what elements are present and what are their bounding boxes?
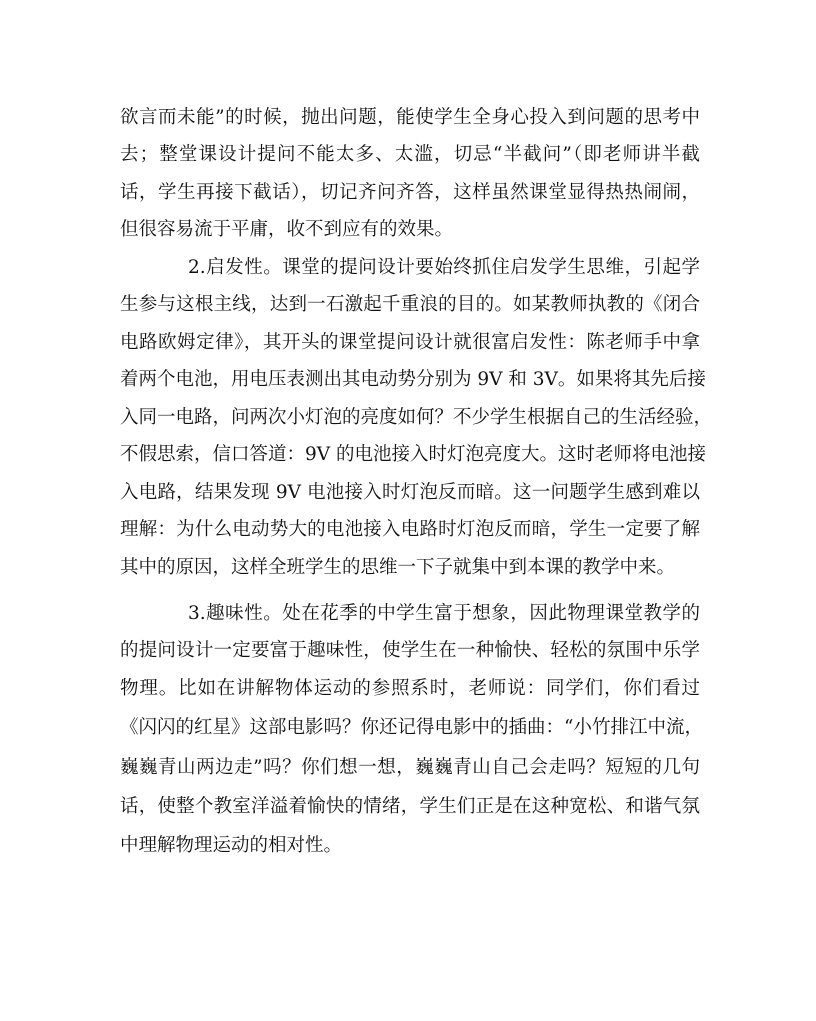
paragraph-3-line-4: 《闪闪的红星》这部电影吗？你还记得电影中的插曲：“小竹排江中流， — [120, 717, 703, 738]
paragraph-3-line-3: 物理。比如在讲解物体运动的参照系时，老师说：同学们，你们看过 — [120, 678, 700, 699]
paragraph-1-line-4: 但很容易流于平庸，收不到应有的效果。 — [120, 219, 454, 240]
paragraph-2-line-3: 电路欧姆定律》，其开头的课堂提问设计就很富启发性：陈老师手中拿 — [120, 332, 700, 353]
paragraph-3-line-5: 巍巍青山两边走”吗？你们想一想，巍巍青山自己会走吗？短短的几句 — [120, 757, 700, 778]
paragraph-2-line-5: 入同一电路，问两次小灯泡的亮度如何？不少学生根据自己的生活经验， — [120, 407, 713, 428]
paragraph-3-line-2: 的提问设计一定要富于趣味性，使学生在一种愉快、轻松的氛围中乐学 — [120, 640, 700, 661]
paragraph-2-line-4: 着两个电池，用电压表测出其电动势分别为 9V 和 3V。如果将其先后接 — [120, 369, 706, 390]
paragraph-3-line-1: 3.趣味性。处在花季的中学生富于想象，因此物理课堂教学的 — [188, 603, 700, 624]
paragraph-2-line-8: 理解：为什么电动势大的电池接入电路时灯泡反而暗，学生一定要了解 — [120, 519, 700, 540]
paragraph-2-line-2: 生参与这根主线，达到一石激起千重浪的目的。如某教师执教的《闭合 — [120, 294, 700, 315]
paragraph-2-line-9: 其中的原因，这样全班学生的思维一下子就集中到本课的教学中来。 — [120, 557, 676, 578]
paragraph-1-line-3: 话，学生再接下截话），切记齐问齐答，这样虽然课堂显得热热闹闹， — [120, 182, 700, 203]
paragraph-1-line-2: 去；整堂课设计提问不能太多、太滥，切忌“半截问”（即老师讲半截 — [120, 144, 700, 165]
paragraph-3-line-6: 话，使整个教室洋溢着愉快的情绪，学生们正是在这种宽松、和谐气氛 — [120, 796, 700, 817]
paragraph-1-line-1: 欲言而未能”的时候，抛出问题，能使学生全身心投入到问题的思考中 — [120, 107, 700, 128]
paragraph-3-line-7: 中理解物理运动的相对性。 — [120, 835, 343, 856]
paragraph-2-line-6: 不假思索，信口答道：9V 的电池接入时灯泡亮度大。这时老师将电池接 — [120, 444, 707, 465]
paragraph-2-line-7: 入电路，结果发现 9V 电池接入时灯泡反而暗。这一问题学生感到难以 — [120, 482, 700, 503]
paragraph-2-line-1: 2.启发性。课堂的提问设计要始终抓住启发学生思维，引起学 — [188, 257, 700, 278]
